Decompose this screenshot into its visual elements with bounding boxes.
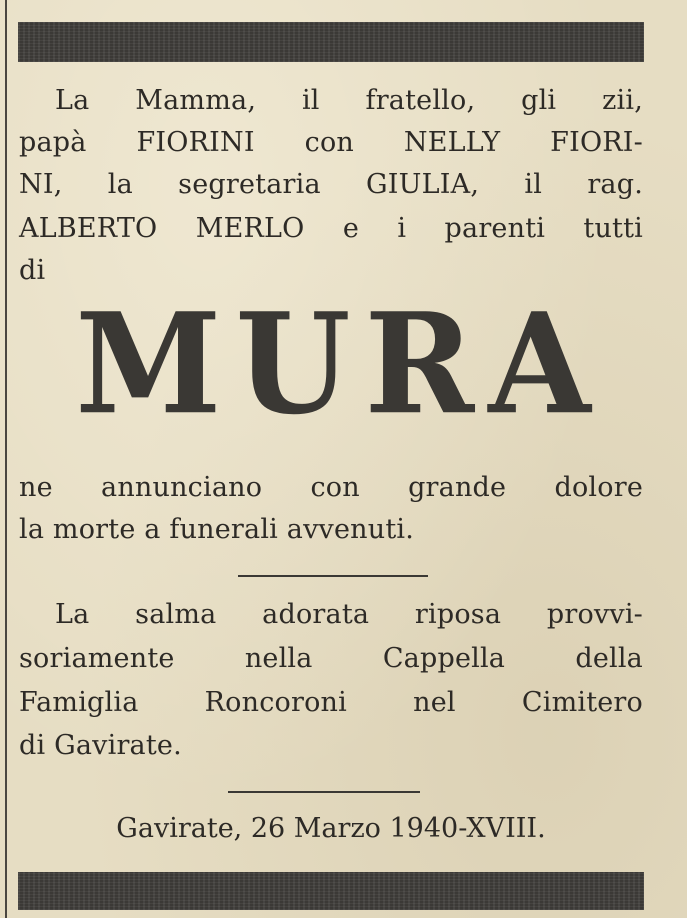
deceased-name: MURA: [75, 283, 605, 446]
burial-line-4: di Gavirate.: [19, 730, 182, 761]
separator-rule: [238, 575, 428, 577]
burial-line-1: La salma adorata riposa provvi-: [55, 599, 643, 630]
top-mourning-band: [18, 22, 644, 62]
intro-line-1: La Mamma, il fratello, gli zii,: [55, 85, 643, 116]
column-rule: [5, 0, 7, 918]
announcement-line-1: ne annunciano con grande dolore: [19, 472, 643, 503]
announcement-line-2: la morte a funerali avvenuti.: [19, 514, 415, 545]
intro-line-3: NI, la segretaria GIULIA, il rag.: [19, 169, 643, 200]
intro-line-4: ALBERTO MERLO e i parenti tutti: [19, 213, 643, 244]
intro-line-5: di: [19, 255, 46, 286]
intro-line-2: papà FIORINI con NELLY FIORI-: [19, 127, 643, 158]
bottom-mourning-band: [18, 872, 644, 910]
burial-line-2: soriamente nella Cappella della: [19, 643, 643, 674]
separator-rule: [228, 791, 420, 793]
burial-line-3: Famiglia Roncoroni nel Cimitero: [19, 687, 643, 718]
place-and-date: Gavirate, 26 Marzo 1940-XVIII.: [116, 813, 546, 844]
